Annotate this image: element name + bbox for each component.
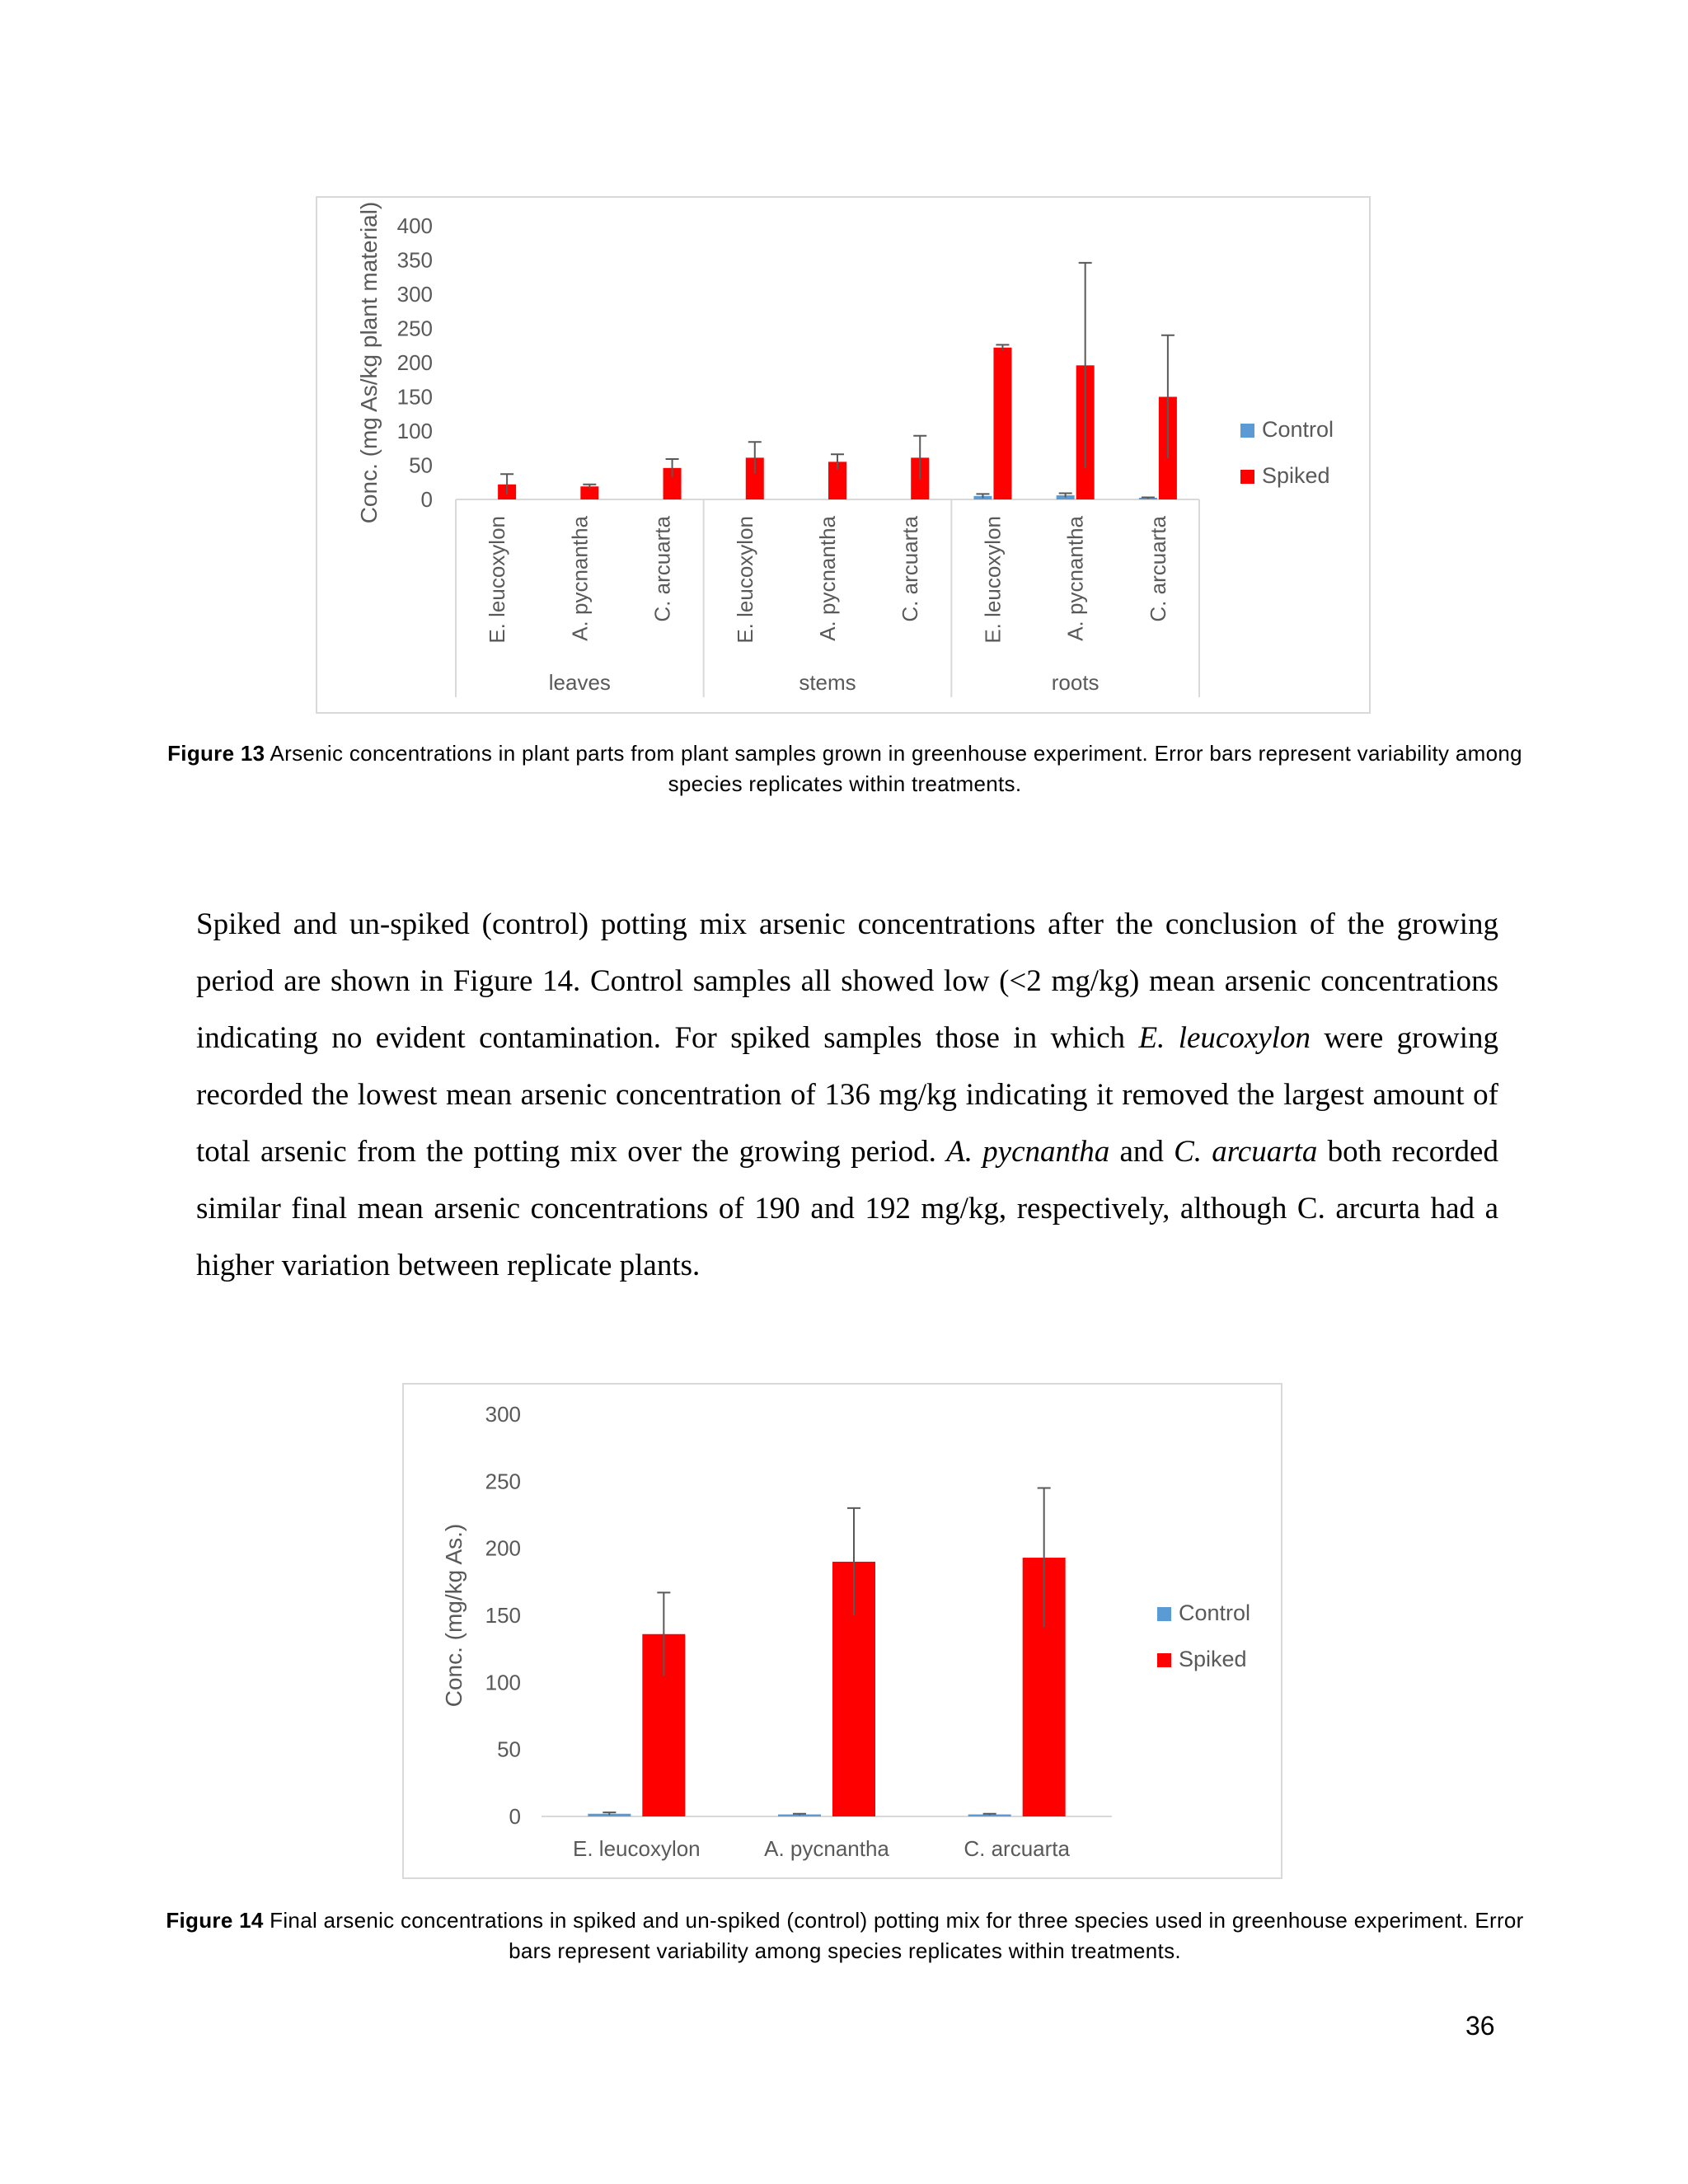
- legend-label-spiked: Spiked: [1262, 463, 1330, 488]
- y-tick-label: 400: [396, 213, 433, 238]
- y-tick-label: 250: [396, 316, 433, 341]
- x-category-label: C. arcuarta: [1145, 516, 1170, 622]
- x-group-label: roots: [1051, 670, 1100, 695]
- y-axis-title: Conc. (mg/kg As.): [441, 1523, 467, 1708]
- y-tick-label: 100: [396, 419, 433, 443]
- species-e-leucoxylon: E. leucoxylon: [1138, 1021, 1311, 1055]
- figure-13-label: Figure 13: [167, 741, 265, 766]
- species-a-pycnantha: A. pycnantha: [946, 1135, 1110, 1169]
- page-number: 36: [1465, 2011, 1495, 2041]
- x-category-label: E. leucoxylon: [732, 516, 757, 644]
- y-tick-label: 200: [485, 1535, 521, 1561]
- figure-13-caption-text: Arsenic concentrations in plant parts from plant samples grown in greenhouse experiment. Error bars represent variability among species replicates within treatments.: [270, 741, 1522, 796]
- x-category-label: A. pycnantha: [764, 1836, 889, 1861]
- species-c-arcuarta: C. arcuarta: [1174, 1135, 1318, 1169]
- legend-label-control: Control: [1262, 417, 1334, 442]
- y-tick-label: 150: [485, 1603, 521, 1628]
- legend-swatch-spiked: [1157, 1653, 1171, 1667]
- figure-14-caption: [165, 1905, 1525, 1966]
- y-tick-label: 300: [396, 282, 433, 307]
- x-category-label: C. arcuarta: [964, 1836, 1070, 1861]
- y-tick-label: 150: [396, 384, 433, 410]
- paragraph-text-1: Spiked and un-spiked (control) potting mix arsenic concentrations after the conclusion of the growing period are shown in Figure 14. Control samples all showed low (<2 mg/kg) mean arsenic concentrations indicating no evident contamination. For spiked samples those in which: [196, 907, 1498, 1055]
- x-category-label: A. pycnantha: [567, 516, 593, 641]
- x-category-label: E. leucoxylon: [573, 1836, 701, 1861]
- figure-14-plot: [404, 1385, 1284, 1881]
- x-group-label: stems: [799, 670, 856, 695]
- y-tick-label: 350: [396, 247, 433, 273]
- x-category-label: E. leucoxylon: [980, 516, 1006, 644]
- x-category-label: E. leucoxylon: [485, 516, 510, 644]
- paragraph-text-2: were growing recorded the lowest mean arsenic concentration of 136 mg/kg indicating it removed the largest amount of total arsenic from the potting mix over the growing period.: [196, 1021, 1498, 1169]
- y-tick-label: 200: [396, 350, 433, 375]
- y-tick-label: 250: [485, 1469, 521, 1494]
- x-group-label: leaves: [548, 670, 611, 695]
- y-tick-label: 0: [509, 1804, 521, 1829]
- figure-14-chart: [402, 1383, 1282, 1879]
- y-tick-label: 50: [497, 1736, 521, 1762]
- y-tick-label: 300: [485, 1402, 521, 1427]
- y-tick-label: 0: [420, 487, 433, 512]
- y-tick-label: 50: [409, 452, 433, 478]
- x-category-label: C. arcuarta: [898, 516, 923, 622]
- bar-spiked-6: [993, 348, 1011, 499]
- legend-swatch-spiked: [1240, 470, 1254, 484]
- body-paragraph: [196, 896, 1498, 1294]
- legend-label-spiked: Spiked: [1179, 1647, 1247, 1671]
- x-category-label: A. pycnantha: [1062, 516, 1088, 641]
- figure-13-caption: [165, 738, 1525, 799]
- y-axis-title: Conc. (mg As/kg plant material): [356, 201, 382, 524]
- y-tick-label: 100: [485, 1670, 521, 1695]
- x-category-label: C. arcuarta: [649, 516, 675, 622]
- legend-swatch-control: [1157, 1607, 1171, 1621]
- figure-13-plot: [317, 198, 1372, 715]
- legend-swatch-control: [1240, 424, 1254, 438]
- legend-label-control: Control: [1179, 1601, 1251, 1625]
- figure-14-label: Figure 14: [166, 1908, 264, 1933]
- figure-13-chart: [316, 196, 1371, 714]
- x-category-label: A. pycnantha: [815, 516, 840, 641]
- paragraph-text-4: both recorded similar final mean arsenic concentrations of 190 and 192 mg/kg, respectively, although C. arcurta had a higher variation between replicate plants.: [196, 1135, 1498, 1282]
- figure-14-caption-text: Final arsenic concentrations in spiked and un-spiked (control) potting mix for three species used in greenhouse experiment. Error bars represent variability among species replicates within treatments.: [270, 1908, 1524, 1963]
- paragraph-text-3: and: [1109, 1135, 1175, 1169]
